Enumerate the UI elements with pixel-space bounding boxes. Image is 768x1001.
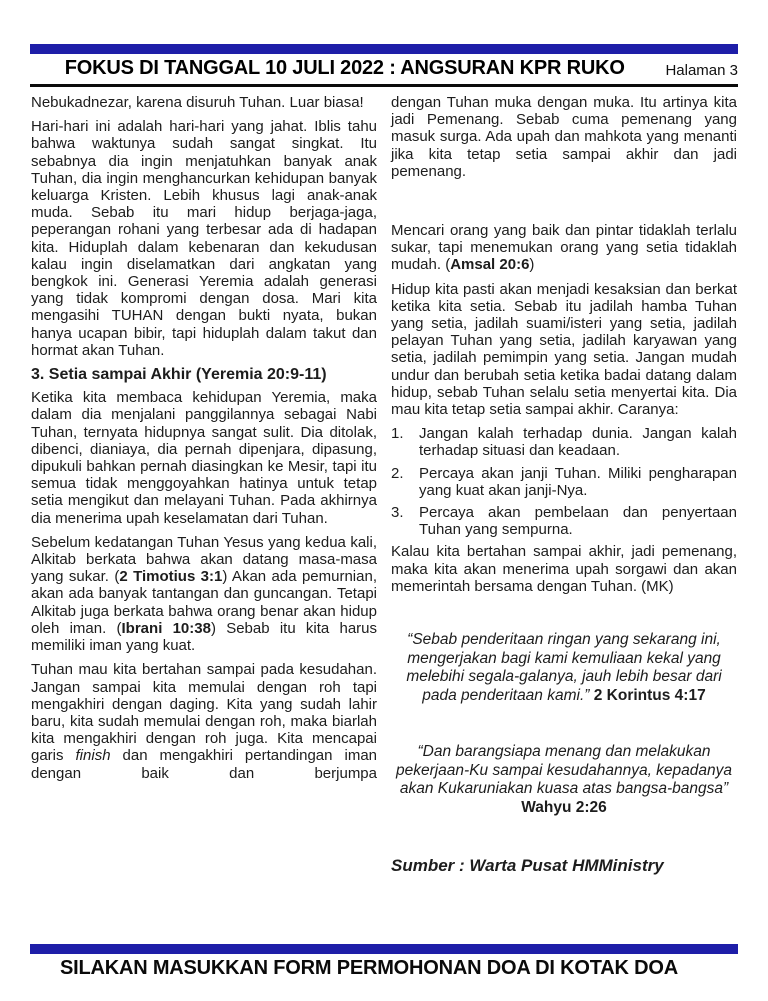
paragraph-hidup-kita: Hidup kita pasti akan menjadi kesaksian dan berkat ketika kita setia. Sebab itu jadilah hamba Tuhan yang setia, jadilah suami/isteri yang setia, jadilah pelayan Tuhan yang setia, jadilah karyawan yang setia, jadilah pemimpin yang setia. Jangan mudah undur dan berubah setia ketika badai datang dalam hidup, sebab Tuhan selalu setia menyertai kita. Dia mau kita tetap setia sampai akhir. Caranya:	[391, 280, 737, 419]
paragraph-text: Tuhan mau kita bertahan sampai pada kesudahan. Jangan sampai kita memulai dengan roh tapi mengakhiri dengan daging. Kita yang sudah lahir baru, kita sudah memulai dengan roh, maka biarlah kita mengakhiri dengan roh juga. Kita mencapai garis	[31, 661, 377, 765]
paragraph-sebelum-kedatangan	[31, 534, 377, 654]
footer-accent-bar	[30, 944, 738, 954]
heading-paren-open: (	[191, 366, 202, 384]
paragraph-nebukadnezar: Nebukadnezar, karena disuruh Tuhan. Luar biasa!	[31, 94, 364, 111]
right-column	[391, 94, 737, 946]
list-text: Percaya akan janji Tuhan. Miliki pengharapan yang kuat akan janji-Nya.	[419, 464, 737, 499]
list-number: 1.	[391, 425, 404, 443]
paragraph-kalau-kita: Kalau kita bertahan sampai akhir, jadi pemenang, maka kita akan menerima upah sorgawi dan akan memerintah bersama dengan Tuhan. (MK)	[391, 543, 737, 595]
quote-2korintus	[393, 631, 735, 705]
page-number: Halaman 3	[665, 62, 738, 79]
quote-text: “Dan barangsiapa menang dan melakukan pekerjaan-Ku sampai kesudahannya, kepadanya akan Kukaruniakan kuasa atas bangsa-bangsa”	[395, 743, 733, 798]
scripture-ref-wahyu: Wahyu 2:26	[521, 798, 607, 816]
paragraph-hari-hari: Hari-hari ini adalah hari-hari yang jahat. Iblis tahu bahwa waktunya sudah sangat singkat. Itu sebabnya dia ingin menjatuhkan banyak anak Tuhan, dia ingin menghancurkan kehidupan banyak keluarga Kristen. Lebih khusus lagi anak-anak muda. Sebab itu mari hidup berjaga-jaga, peperangan rohani yang terbesar ada di hadapan kita. Hiduplah dalam kebenaran dan kekudusan kalau ingin diselamatkan dari angkatan yang bengkok ini. Generasi Yeremia adalah generasi yang tidak kompromi dengan dosa. Mari kita mengasihi TUHAN dengan bukti nyata, bukan hanya ucapan bibir, tapi hiduplah dalam takut dan hormat akan Tuhan.	[31, 118, 377, 359]
list-item-1	[391, 425, 737, 459]
list-item-2	[391, 465, 737, 499]
list-text: Jangan kalah terhadap dunia. Jangan kalah terhadap situasi dan keadaan.	[419, 425, 737, 460]
scripture-ref-ibrani: Ibrani 10:38	[121, 619, 211, 637]
numbered-list	[391, 425, 737, 538]
page-header	[30, 54, 738, 87]
list-text: Percaya akan pembelaan dan penyertaan Tuhan yang sempurna.	[419, 504, 737, 539]
paragraph-tuhan-mau	[31, 661, 377, 781]
section-heading-title: 3. Setia sampai Akhir	[31, 366, 192, 384]
left-column	[31, 94, 377, 946]
article-body	[31, 94, 737, 946]
scripture-ref-2korintus: 2 Korintus 4:17	[593, 686, 706, 704]
top-accent-bar	[30, 44, 738, 54]
paragraph-text: Sebelum kedatangan Tuhan Yesus yang kedua kali, Alkitab berkata bahwa akan datang masa-masa yang sukar. (	[31, 533, 377, 586]
quote-wahyu	[393, 743, 735, 817]
list-number: 2.	[391, 464, 404, 482]
paragraph-ketika-kita: Ketika kita membaca kehidupan Yeremia, maka dalam dia menjalani panggilannya sebagai Nabi Tuhan, ternyata hidupnya sangat sulit. Dia ditolak, dibenci, dianiaya, dia pernah dipenjara, dipasung, dipukuli bahkan pernah diasingkan ke Mesir, tapi itu semua tidak menggoyahkan hatinya untuk tetap setia mengikut dan melayani Tuhan. Pada akhirnya dia menerima upah keselamatan dari Tuhan.	[31, 389, 377, 527]
page-footer	[0, 944, 768, 980]
list-number: 3.	[391, 504, 404, 522]
heading-paren-close: )	[321, 366, 327, 384]
paragraph-text: ) Sebab itu kita harus memiliki iman yang kuat.	[31, 619, 378, 655]
italic-word-finish: finish	[75, 747, 111, 765]
paragraph-mencari-orang	[391, 222, 737, 274]
paragraph-dengan-tuhan: dengan Tuhan muka dengan muka. Itu artinya kita jadi Pemenang. Sebab cuma pemenang yang masuk surga. Ada upah dan mahkota yang menanti jika kita tetap setia sampai akhir dan jadi pemenang.	[391, 94, 737, 180]
page-title: FOKUS DI TANGGAL 10 JULI 2022 : ANGSURAN KPR RUKO	[64, 57, 625, 79]
section-heading-setia-sampai-akhir	[31, 366, 377, 383]
paragraph-text: )	[529, 256, 535, 274]
paragraph-text: dan mengakhiri pertandingan iman dengan baik dan berjumpa	[31, 747, 377, 782]
source-line: Sumber : Warta Pusat HMMinistry	[391, 856, 664, 876]
scripture-ref-yeremia: Yeremia 20:9-11	[201, 366, 322, 384]
scripture-ref-amsal: Amsal 20:6	[450, 256, 530, 274]
paragraph-text: Mencari orang yang baik dan pintar tidaklah terlalu sukar, tapi menemukan orang yang setia tidaklah mudah. (	[391, 222, 737, 274]
quote-text: “Sebab penderitaan ringan yang sekarang ini, mengerjakan bagi kami kemuliaan kekal yang melebihi segala-galanya, jauh lebih besar dari pada penderitaan kami.”	[406, 631, 722, 704]
scripture-ref-2timotius: 2 Timotius 3:1	[119, 568, 223, 586]
list-item-3	[391, 504, 737, 538]
paragraph-text: ) Akan ada pemurnian, akan ada banyak tantangan dan guncangan. Tetapi Alkitab juga berkata bahwa orang benar akan hidup oleh iman. (	[31, 568, 377, 637]
footer-notice: SILAKAN MASUKKAN FORM PERMOHONAN DOA DI KOTAK DOA	[60, 957, 678, 979]
